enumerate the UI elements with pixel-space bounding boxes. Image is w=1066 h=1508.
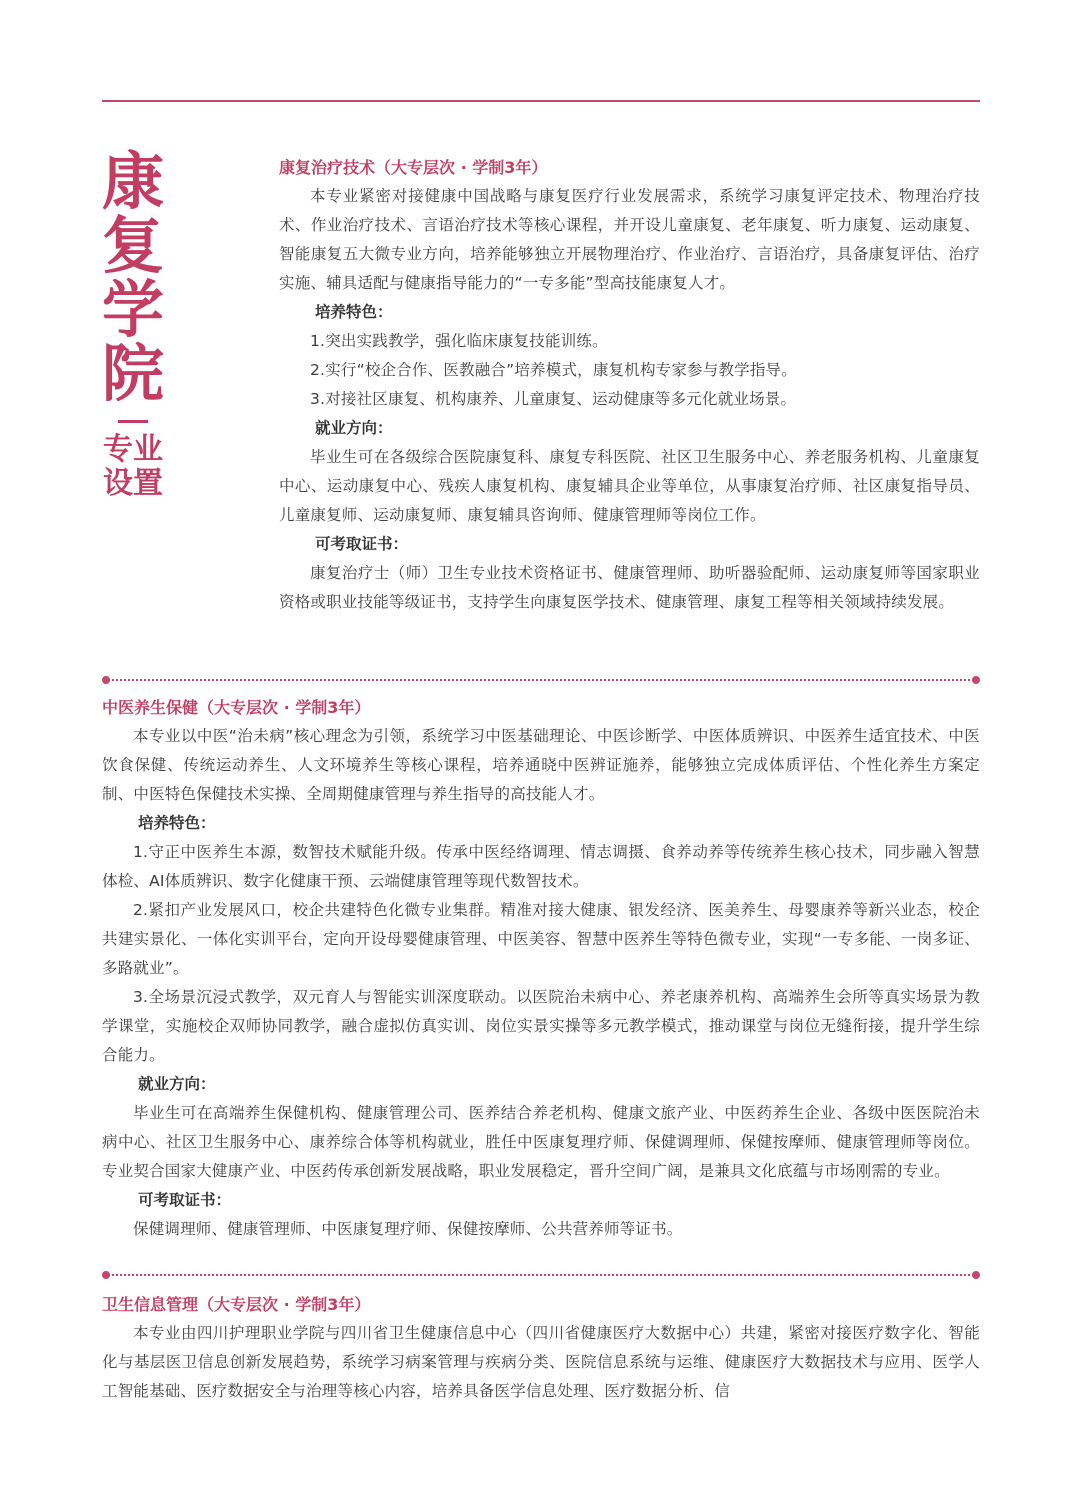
section-divider (102, 676, 980, 684)
feature-item: 2.实行“校企合作、医教融合”培养模式，康复机构专家参与教学指导。 (310, 361, 797, 379)
features-label: 培养特色： (138, 814, 216, 832)
career-text: 毕业生可在各级综合医院康复科、康复专科医院、社区卫生服务中心、养老服务机构、儿童康复中心、运动康复中心、残疾人康复机构、康复辅具企业等单位，从事康复治疗师、社区康复指导员、儿童康复师、运动康复师、康复辅具咨询师、健康管理师等岗位工作。 (279, 448, 980, 524)
career-label: 就业方向： (138, 1075, 216, 1093)
feature-item: 3.全场景沉浸式教学，双元育人与智能实训深度联动。以医院治未病中心、养老康养机构、高端养生会所等真实场景为教学课堂，实施校企双师协同教学，融合虚拟仿真实训、岗位实景实操等多元教学模式，推动课堂与岗位无缝衔接，提升学生综合能力。 (102, 988, 980, 1064)
title-dash (118, 420, 148, 423)
feature-item: 3.对接社区康复、机构康养、儿童康复、运动健康等多元化就业场景。 (310, 390, 797, 408)
career-text: 毕业生可在高端养生保健机构、健康管理公司、医养结合养老机构、健康文旅产业、中医药养生企业、各级中医医院治未病中心、社区卫生服务中心、康养综合体等机构就业，胜任中医康复理疗师、保健调理师、保健按摩师、健康管理师等岗位。专业契合国家大健康产业、中医药传承创新发展战略，职业发展稳定，晋升空间广阔，是兼具文化底蕴与市场刚需的专业。 (102, 1104, 980, 1180)
college-title: 康复学院 (101, 145, 164, 410)
cert-label: 可考取证书： (138, 1191, 232, 1209)
major-intro: 本专业由四川护理职业学院与四川省卫生健康信息中心（四川省健康医疗大数据中心）共建，紧密对接医疗数字化、智能化与基层医卫信息创新发展趋势，系统学习病案管理与疾病分类、医院信息系统与运维、健康医疗大数据技术与应用、医学人工智能基础、医疗数据安全与治理等核心内容，培养具备医学信息处理、医疗数据分析、信 (102, 1324, 980, 1400)
major-health-info (102, 1291, 980, 1406)
cert-text: 康复治疗士（师）卫生专业技术资格证书、健康管理师、助听器验配师、运动康复师等国家职业资格或职业技能等级证书，支持学生向康复医学技术、健康管理、康复工程等相关领域持续发展。 (279, 564, 980, 611)
cert-label: 可考取证书： (315, 535, 409, 553)
major-intro: 本专业以中医“治未病”核心理念为引领，系统学习中医基础理论、中医诊断学、中医体质辨识、中医养生适宜技术、中医饮食保健、传统运动养生、人文环境养生等核心课程，培养通晓中医辨证施养，能够独立完成体质评估、个性化养生方案定制、中医特色保健技术实操、全周期健康管理与养生指导的高技能人才。 (102, 727, 980, 803)
feature-item: 2.紧扣产业发展风口，校企共建特色化微专业集群。精准对接大健康、银发经济、医美养生、母婴康养等新兴业态，校企共建实景化、一体化实训平台，定向开设母婴健康管理、中医美容、智慧中医养生等特色微专业，实现“一专多能、一岗多证、多路就业”。 (102, 901, 980, 977)
top-divider (102, 100, 980, 102)
major-heading: 中医养生保健（大专层次 · 学制3年） (102, 698, 371, 717)
major-rehab-therapy (279, 154, 980, 617)
college-subtitle: 专业设置 (103, 432, 163, 501)
features-label: 培养特色： (315, 303, 393, 321)
major-tcm-health (102, 694, 980, 1244)
major-heading: 卫生信息管理（大专层次 · 学制3年） (102, 1295, 371, 1314)
college-title-vertical (100, 145, 166, 501)
cert-text: 保健调理师、健康管理师、中医康复理疗师、保健按摩师、公共营养师等证书。 (133, 1220, 683, 1238)
feature-item: 1.突出实践教学，强化临床康复技能训练。 (310, 332, 608, 350)
feature-item: 1.守正中医养生本源，数智技术赋能升级。传承中医经络调理、情志调摄、食养动养等传统养生核心技术，同步融入智慧体检、AI体质辨识、数字化健康干预、云端健康管理等现代数智技术。 (102, 843, 980, 890)
major-heading: 康复治疗技术（大专层次 · 学制3年） (279, 158, 548, 177)
major-intro: 本专业紧密对接健康中国战略与康复医疗行业发展需求，系统学习康复评定技术、物理治疗技术、作业治疗技术、言语治疗技术等核心课程，并开设儿童康复、老年康复、听力康复、运动康复、智能康复五大微专业方向，培养能够独立开展物理治疗、作业治疗、言语治疗，具备康复评估、治疗实施、辅具适配与健康指导能力的“一专多能”型高技能康复人才。 (279, 187, 980, 292)
career-label: 就业方向： (315, 419, 393, 437)
section-divider (102, 1271, 980, 1279)
